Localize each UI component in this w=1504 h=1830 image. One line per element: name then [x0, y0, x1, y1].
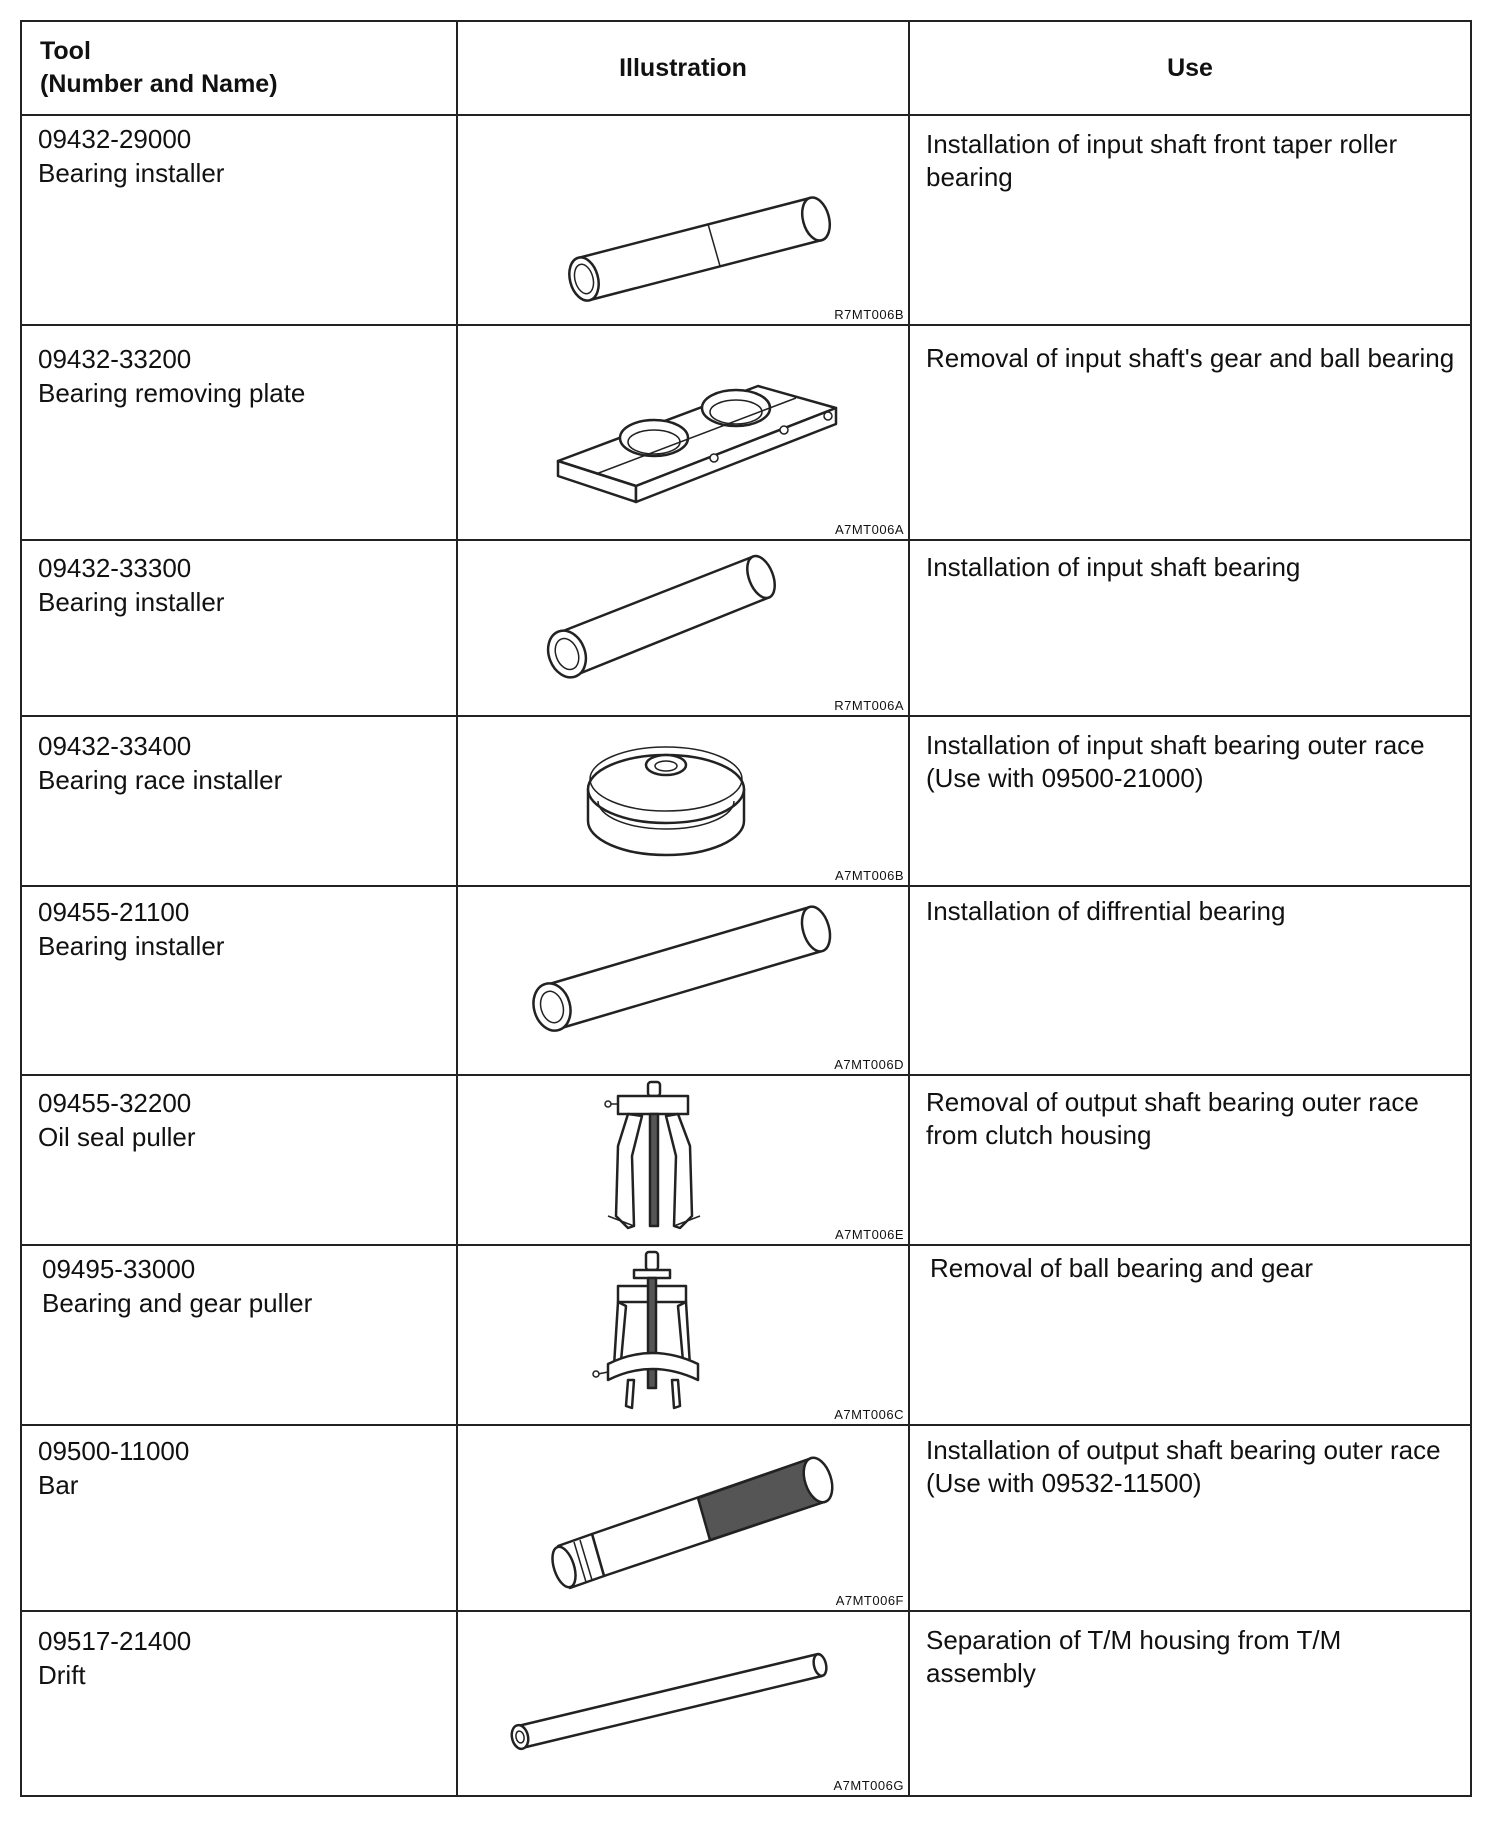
tool-name: Drift [38, 1660, 86, 1690]
tool-cell [21, 540, 457, 716]
threaded-bar-icon [458, 1426, 910, 1610]
header-tool-line1: Tool [40, 37, 91, 65]
tool-number: 09432-29000 [38, 124, 192, 154]
tool-name: Bearing installer [38, 931, 225, 961]
tool-cell [21, 886, 457, 1075]
figure-code: R7MT006A [834, 698, 904, 713]
tool-cell [21, 115, 457, 325]
header-row [21, 21, 1471, 115]
figure-code: A7MT006E [834, 1227, 904, 1242]
table-row [21, 325, 1471, 540]
bearing-installer-long-tube-icon [458, 887, 910, 1074]
use-cell: Installation of input shaft bearing outer race (Use with 09500-21000) [909, 716, 1471, 886]
figure-code: R7MT006B [834, 307, 904, 322]
use-cell: Removal of output shaft bearing outer race from clutch housing [909, 1075, 1471, 1245]
header-illustration: Illustration [457, 21, 909, 115]
tool-cell [21, 1075, 457, 1245]
figure-code: A7MT006G [833, 1778, 904, 1793]
table-row [21, 115, 1471, 325]
special-tools-table [20, 20, 1472, 1797]
illustration-cell [457, 1611, 909, 1796]
header-tool [21, 21, 457, 115]
tool-cell [21, 1425, 457, 1611]
bearing-removing-plate-icon [458, 326, 910, 539]
use-cell: Installation of output shaft bearing outer race (Use with 09532-11500) [909, 1425, 1471, 1611]
table-row [21, 716, 1471, 886]
illustration-cell [457, 115, 909, 325]
tool-name: Bearing installer [38, 158, 225, 188]
illustration-cell [457, 886, 909, 1075]
tool-number: 09432-33200 [38, 344, 192, 374]
figure-code: A7MT006B [834, 868, 904, 883]
tool-number: 09432-33400 [38, 731, 192, 761]
tool-cell [21, 1611, 457, 1796]
table-row [21, 1075, 1471, 1245]
tool-cell [21, 716, 457, 886]
tool-number: 09517-21400 [38, 1626, 192, 1656]
tool-cell [21, 325, 457, 540]
illustration-cell [457, 1245, 909, 1425]
tool-cell [21, 1245, 457, 1425]
table-row [21, 1611, 1471, 1796]
figure-code: A7MT006C [834, 1407, 904, 1422]
use-cell: Installation of input shaft front taper roller bearing [909, 115, 1471, 325]
tool-number: 09455-32200 [38, 1088, 192, 1118]
tool-name: Bearing race installer [38, 765, 283, 795]
illustration-cell [457, 1075, 909, 1245]
use-cell: Separation of T/M housing from T/M assembly [909, 1611, 1471, 1796]
tool-number: 09495-33000 [42, 1254, 196, 1284]
tool-name: Oil seal puller [38, 1122, 196, 1152]
use-cell: Installation of input shaft bearing [909, 540, 1471, 716]
tool-number: 09500-11000 [38, 1436, 190, 1466]
tool-number: 09432-33300 [38, 553, 192, 583]
oil-seal-puller-icon [458, 1076, 910, 1244]
table-row [21, 540, 1471, 716]
tool-name: Bearing installer [38, 587, 225, 617]
illustration-cell [457, 1425, 909, 1611]
illustration-cell [457, 540, 909, 716]
table-row [21, 1425, 1471, 1611]
table-row [21, 886, 1471, 1075]
header-use: Use [909, 21, 1471, 115]
illustration-cell [457, 325, 909, 540]
race-installer-disc-icon [458, 717, 910, 885]
drift-rod-icon [458, 1612, 910, 1795]
figure-code: A7MT006A [834, 522, 904, 537]
figure-code: A7MT006D [834, 1057, 904, 1072]
tool-name: Bearing removing plate [38, 378, 306, 408]
gear-puller-icon [458, 1246, 910, 1424]
use-cell: Removal of ball bearing and gear [909, 1245, 1471, 1425]
use-cell: Installation of diffrential bearing [909, 886, 1471, 1075]
tool-number: 09455-21100 [38, 897, 190, 927]
bearing-installer-icon [458, 116, 910, 324]
tool-name: Bar [38, 1470, 79, 1500]
tool-name: Bearing and gear puller [42, 1288, 313, 1318]
use-cell: Removal of input shaft's gear and ball bearing [909, 325, 1471, 540]
illustration-cell [457, 716, 909, 886]
figure-code: A7MT006F [835, 1593, 904, 1608]
bearing-installer-tube-icon [458, 541, 910, 715]
header-tool-line2: (Number and Name) [40, 70, 278, 98]
table-row [21, 1245, 1471, 1425]
